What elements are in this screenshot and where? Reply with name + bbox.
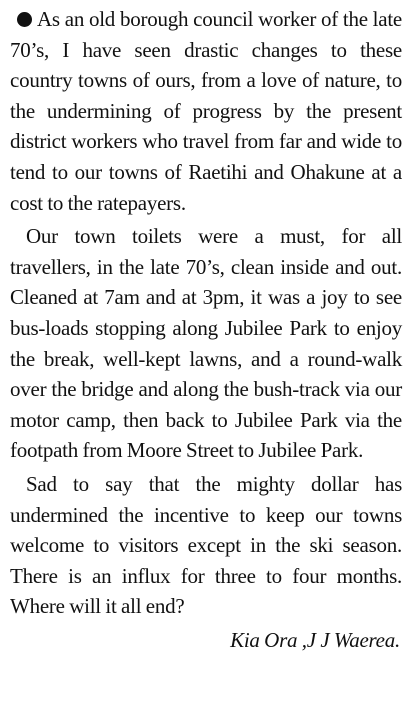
letter-paragraph-2: Our town toilets were a must, for all travellers, in the late 70’s, clean inside and out. Cleaned at 7am and at 3pm, it was a joy to see bus-loads stopping along Jubilee Park to enjoy the break, well-kept lawns, and a round-walk over the bridge and along the bush-track via our motor camp, then back to Jubilee Park via the footpath from Moore Street to Jubilee Park. (10, 224, 402, 463)
letter-signature: Kia Ora ,J J Waerea. (230, 627, 400, 652)
paragraph-1-text: As an old borough council worker of the late 70’s, I have seen drastic changes to these country towns of ours, from a love of nature, to the undermining of progress by the present district workers who travel from far and wide to tend to our towns of Raetihi and Ohakune at a cost to the ratepayers. (10, 7, 402, 215)
letter-paragraph-3: Sad to say that the mighty dollar has undermined the incentive to keep our towns welcome to visitors except in the ski season. There is an influx for three to four months. Where will it all end? (10, 471, 402, 619)
letter-to-editor (10, 4, 402, 655)
letter-paragraph-1 (10, 4, 402, 218)
bullet-icon (17, 12, 32, 27)
